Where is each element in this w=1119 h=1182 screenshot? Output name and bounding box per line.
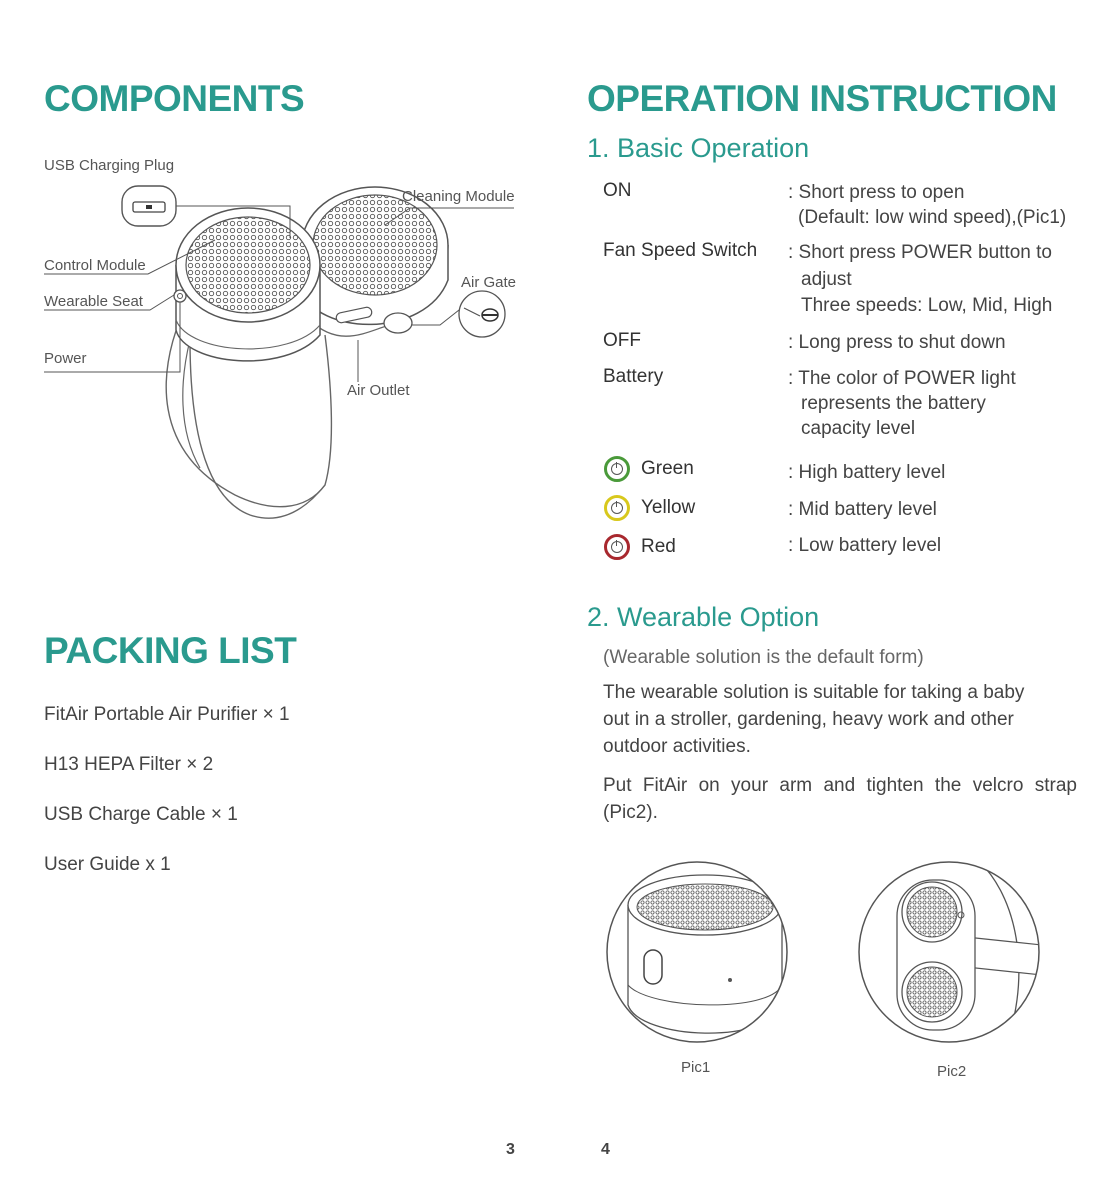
packing-item: FitAir Portable Air Purifier × 1 (44, 704, 290, 725)
op-key-battery: Battery (603, 366, 664, 387)
operation-title: OPERATION INSTRUCTION (587, 78, 1057, 119)
packing-item: H13 HEPA Filter × 2 (44, 754, 214, 775)
label-control-module: Control Module (44, 257, 146, 274)
op-val-off: : Long press to shut down (788, 332, 1006, 353)
label-usb-plug: USB Charging Plug (44, 157, 175, 174)
battery-green-label: Green (641, 458, 694, 479)
battery-yellow-desc: : Mid battery level (788, 499, 937, 520)
power-green-icon (604, 456, 630, 482)
op-key-on: ON (603, 180, 632, 201)
battery-red-desc: : Low battery level (788, 535, 942, 556)
pic2-caption: Pic2 (937, 1063, 967, 1080)
battery-green-desc: : High battery level (788, 462, 946, 483)
wearable-option-title: 2. Wearable Option (587, 602, 820, 632)
power-yellow-icon (604, 495, 630, 521)
packing-list-title: PACKING LIST (44, 630, 297, 671)
label-wearable-seat: Wearable Seat (44, 293, 143, 310)
op-key-fan-speed: Fan Speed Switch (603, 240, 758, 261)
packing-item: User Guide x 1 (44, 854, 171, 875)
page-number-right: 4 (601, 1141, 610, 1158)
label-air-gate: Air Gate (461, 274, 517, 291)
wearable-para-2: Put FitAir on your arm and tighten the velcro strap (Pic2). (603, 775, 1077, 823)
battery-red-label: Red (641, 536, 676, 557)
op-key-off: OFF (603, 330, 641, 351)
label-cleaning-module: Cleaning Module (402, 188, 515, 205)
page-number-left: 3 (506, 1141, 515, 1158)
battery-yellow-label: Yellow (641, 497, 696, 518)
label-air-outlet: Air Outlet (347, 382, 410, 399)
op-val-battery: : The color of POWER light represents the battery capacity level (788, 368, 1016, 439)
pic1-illustration (600, 855, 795, 1050)
basic-operation-title: 1. Basic Operation (587, 133, 810, 163)
label-power: Power (44, 350, 87, 367)
op-val-fan-speed: : Short press POWER button to adjust Three speeds: Low, Mid, High (788, 242, 1053, 316)
pic1-caption: Pic1 (681, 1059, 711, 1076)
wearable-para-1: The wearable solution is suitable for taking a baby out in a stroller, gardening, heavy work and other outdoor activities. (603, 682, 1025, 757)
device-diagram (40, 150, 530, 530)
power-red-icon (604, 534, 630, 560)
packing-item: USB Charge Cable × 1 (44, 804, 238, 825)
pic2-illustration (852, 855, 1047, 1050)
wearable-note: (Wearable solution is the default form) (603, 647, 924, 668)
components-title: COMPONENTS (44, 78, 305, 119)
op-val-on: : Short press to open (Default: low wind speed),(Pic1) (788, 182, 1067, 228)
